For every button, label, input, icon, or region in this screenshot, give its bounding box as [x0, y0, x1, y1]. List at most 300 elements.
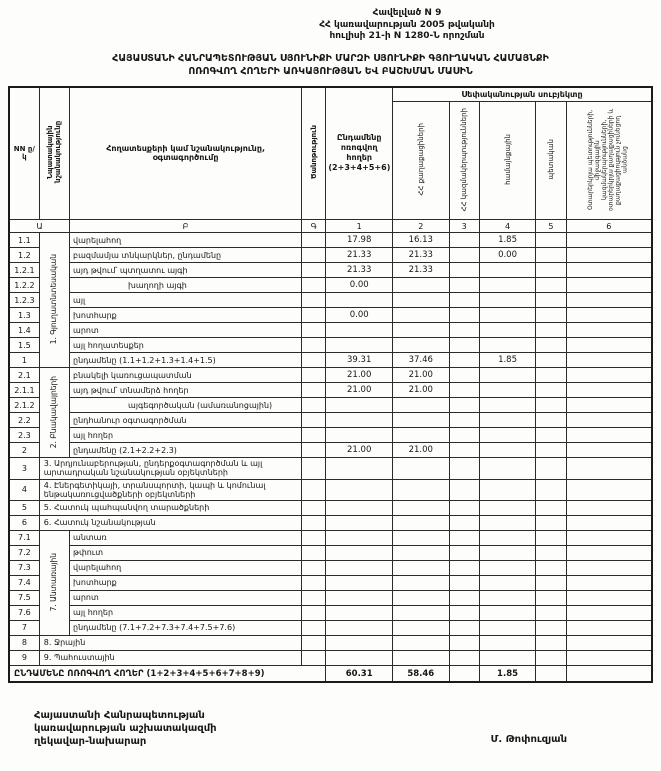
- row-num: 1.5: [9, 338, 39, 353]
- cell-community: [479, 368, 536, 383]
- cell-community: [479, 323, 536, 338]
- table-row: [9, 458, 652, 479]
- cell-citizens: [393, 500, 450, 515]
- cell-foreign: [566, 443, 652, 458]
- cell-citizens: [393, 575, 450, 590]
- cell-organizations: [449, 263, 479, 278]
- cell-note: [302, 248, 326, 263]
- cell-organizations: [449, 560, 479, 575]
- cell-community: [479, 575, 536, 590]
- cell-organizations: [449, 530, 479, 545]
- cell-note: [302, 368, 326, 383]
- cell-citizens: [393, 560, 450, 575]
- col-header-organizations: [449, 102, 479, 220]
- cell-foreign: [566, 575, 652, 590]
- col-number-6: 6: [566, 220, 652, 233]
- cell-total-irrigated: [326, 560, 393, 575]
- row-num: 7.1: [9, 530, 39, 545]
- cell-total-irrigated: [326, 500, 393, 515]
- cell-state: [536, 353, 566, 368]
- row-num: 6: [9, 515, 39, 530]
- cell-foreign: [566, 650, 652, 665]
- cell-foreign: [566, 605, 652, 620]
- category-label: [39, 233, 69, 368]
- cell-state: [536, 263, 566, 278]
- cell-foreign: [566, 479, 652, 500]
- cell-note: [302, 428, 326, 443]
- table-row: [9, 398, 652, 413]
- cell-organizations: [449, 515, 479, 530]
- cell-note: [302, 560, 326, 575]
- cell-organizations: [449, 428, 479, 443]
- row-label: այլ հողեր: [70, 428, 302, 443]
- cell-citizens: [393, 278, 450, 293]
- row-num: 1.4: [9, 323, 39, 338]
- signatory-name: Մ. Թոփուզյան: [490, 734, 567, 746]
- cell-note: [302, 590, 326, 605]
- row-num: 4: [9, 479, 39, 500]
- cell-state: [536, 665, 566, 682]
- row-label: 5. Հատուկ պահպանվող տարածքների: [39, 500, 301, 515]
- appendix-line-1: Հավելված N 9: [372, 8, 442, 18]
- cell-note: [302, 515, 326, 530]
- col-number-1: 1: [326, 220, 393, 233]
- cell-state: [536, 383, 566, 398]
- cell-foreign: [566, 500, 652, 515]
- col-header-state-label: պետական: [546, 139, 555, 180]
- cell-state: [536, 479, 566, 500]
- cell-community: 1.85: [479, 233, 536, 248]
- cell-citizens: 21.33: [393, 248, 450, 263]
- row-num: 2.1: [9, 368, 39, 383]
- row-label: այդ թվում՝ պտղատու այգի: [70, 263, 302, 278]
- row-label: վարելահող: [70, 560, 302, 575]
- cell-citizens: 16.13: [393, 233, 450, 248]
- cell-citizens: 21.00: [393, 443, 450, 458]
- cell-citizens: 21.00: [393, 383, 450, 398]
- col-header-total-irrigated: Ընդամենը ոռոգվող հողեր (2+3+4+5+6): [326, 87, 393, 220]
- row-label: ընդամենը (7.1+7.2+7.3+7.4+7.5+7.6): [70, 620, 302, 635]
- cell-note: [302, 278, 326, 293]
- table-row: [9, 545, 652, 560]
- cell-total-irrigated: [326, 590, 393, 605]
- table-row: [9, 338, 652, 353]
- cell-organizations: [449, 353, 479, 368]
- cell-total-irrigated: [326, 530, 393, 545]
- cell-foreign: [566, 353, 652, 368]
- row-num: 2.3: [9, 428, 39, 443]
- cell-foreign: [566, 263, 652, 278]
- cell-citizens: [393, 308, 450, 323]
- cell-community: [479, 650, 536, 665]
- table-row: [9, 560, 652, 575]
- row-label: թփուտ: [70, 545, 302, 560]
- row-num: 7.6: [9, 605, 39, 620]
- cell-total-irrigated: [326, 323, 393, 338]
- cell-state: [536, 650, 566, 665]
- row-num: 1: [9, 353, 39, 368]
- cell-note: [302, 500, 326, 515]
- row-label: վարելահող: [70, 233, 302, 248]
- appendix-line-3: հուլիսի 21-ի N 1280-Ն որոշման: [329, 31, 485, 42]
- cell-foreign: [566, 428, 652, 443]
- row-num: 2: [9, 443, 39, 458]
- cell-community: [479, 308, 536, 323]
- cell-total-irrigated: [326, 620, 393, 635]
- row-num: 5: [9, 500, 39, 515]
- cell-foreign: [566, 323, 652, 338]
- cell-state: [536, 308, 566, 323]
- cell-note: [302, 413, 326, 428]
- cell-state: [536, 620, 566, 635]
- cell-organizations: [449, 308, 479, 323]
- cell-organizations: [449, 233, 479, 248]
- row-num: 1.2.3: [9, 293, 39, 308]
- cell-citizens: 21.00: [393, 368, 450, 383]
- cell-community: [479, 383, 536, 398]
- cell-community: [479, 500, 536, 515]
- row-num: 1.2: [9, 248, 39, 263]
- row-num: 2.1.1: [9, 383, 39, 398]
- cell-community: [479, 278, 536, 293]
- cell-citizens: [393, 650, 450, 665]
- land-balance-table: [8, 86, 653, 684]
- cell-note: [302, 635, 326, 650]
- cell-total-irrigated: 21.00: [326, 383, 393, 398]
- cell-community: [479, 398, 536, 413]
- cell-community: [479, 338, 536, 353]
- cell-citizens: [393, 515, 450, 530]
- cell-foreign: [566, 368, 652, 383]
- row-label: խոտհարք: [70, 575, 302, 590]
- row-label: խաղողի այգի: [70, 278, 302, 293]
- col-header-citizens-label: ՀՀ քաղաքացիների: [416, 123, 425, 196]
- table-row: [9, 620, 652, 635]
- cell-total-irrigated: 39.31: [326, 353, 393, 368]
- row-label: 6. Հատուկ նշանակության: [39, 515, 301, 530]
- cell-total-irrigated: [326, 428, 393, 443]
- cell-citizens: [393, 293, 450, 308]
- cell-total-irrigated: 0.00: [326, 308, 393, 323]
- row-label: 8. Ջրային: [39, 635, 301, 650]
- cell-note: [302, 353, 326, 368]
- ownership-subject-header: Սեփականության սուբյեկտը: [393, 87, 653, 102]
- row-label: արոտ: [70, 590, 302, 605]
- cell-total-irrigated: [326, 413, 393, 428]
- cell-state: [536, 413, 566, 428]
- cell-community: 1.85: [479, 353, 536, 368]
- cell-state: [536, 515, 566, 530]
- cell-state: [536, 338, 566, 353]
- row-label: խոտհարք: [70, 308, 302, 323]
- row-num: 7.5: [9, 590, 39, 605]
- cell-organizations: [449, 413, 479, 428]
- header-row-top: [9, 87, 652, 102]
- cell-state: [536, 443, 566, 458]
- cell-total-irrigated: [326, 458, 393, 479]
- cell-organizations: [449, 635, 479, 650]
- cell-community: [479, 293, 536, 308]
- cell-total-irrigated: 0.00: [326, 278, 393, 293]
- col-letter-b: Բ: [70, 220, 302, 233]
- cell-organizations: [449, 338, 479, 353]
- col-header-purpose-label: Նպատակային նշանակությունը: [46, 121, 63, 184]
- col-number-3: 3: [449, 220, 479, 233]
- cell-note: [302, 479, 326, 500]
- header-row-letters: [9, 220, 652, 233]
- cell-organizations: [449, 650, 479, 665]
- cell-state: [536, 500, 566, 515]
- row-label: բազմամյա տնկարկներ, ընդամենը: [70, 248, 302, 263]
- page-title: [8, 52, 653, 79]
- cell-organizations: [449, 278, 479, 293]
- cell-foreign: [566, 635, 652, 650]
- cell-foreign: [566, 530, 652, 545]
- col-letter-a: Ա: [9, 220, 70, 233]
- cell-state: [536, 428, 566, 443]
- cell-citizens: [393, 605, 450, 620]
- cell-community: [479, 530, 536, 545]
- cell-total-irrigated: 21.00: [326, 368, 393, 383]
- cell-total-irrigated: 21.00: [326, 443, 393, 458]
- cell-community: [479, 560, 536, 575]
- cell-organizations: [449, 479, 479, 500]
- row-num: 1.1: [9, 233, 39, 248]
- row-num: 9: [9, 650, 39, 665]
- cell-community: [479, 428, 536, 443]
- table-row: [9, 293, 652, 308]
- table-row: [9, 308, 652, 323]
- table-row: [9, 323, 652, 338]
- cell-foreign: [566, 233, 652, 248]
- table-row: [9, 575, 652, 590]
- cell-state: [536, 605, 566, 620]
- cell-foreign: [566, 665, 652, 682]
- grand-total-row: [9, 665, 652, 682]
- cell-community: [479, 545, 536, 560]
- cell-note: [302, 233, 326, 248]
- cell-note: [302, 458, 326, 479]
- cell-foreign: [566, 620, 652, 635]
- cell-organizations: [449, 443, 479, 458]
- cell-total-irrigated: [326, 515, 393, 530]
- col-header-purpose: [39, 87, 69, 220]
- appendix-reference: [257, 8, 557, 43]
- cell-organizations: [449, 545, 479, 560]
- row-num: 1.2.1: [9, 263, 39, 278]
- cell-citizens: [393, 530, 450, 545]
- cell-total-irrigated: [326, 545, 393, 560]
- cell-community: [479, 635, 536, 650]
- table-row: [9, 530, 652, 545]
- page-title-line-2: ՈՌՈԳՎՈՂ ՀՈՂԵՐԻ ԱՌԿԱՅՈՒԹՅԱՆ ԵՎ ԲԱՇԽՄԱՆ ՄԱՍԻՆ: [188, 66, 473, 78]
- col-number-2: 2: [393, 220, 450, 233]
- col-header-num: [9, 87, 39, 220]
- table-row: [9, 515, 652, 530]
- cell-note: [302, 575, 326, 590]
- cell-state: [536, 368, 566, 383]
- col-header-community: [479, 102, 536, 220]
- row-label: այլ հողատեսքեր: [70, 338, 302, 353]
- table-row: [9, 605, 652, 620]
- cell-citizens: 37.46: [393, 353, 450, 368]
- cell-organizations: [449, 293, 479, 308]
- cell-state: [536, 590, 566, 605]
- cell-state: [536, 323, 566, 338]
- cell-state: [536, 575, 566, 590]
- cell-total-irrigated: [326, 398, 393, 413]
- cell-citizens: [393, 635, 450, 650]
- cell-foreign: [566, 278, 652, 293]
- cell-note: [302, 308, 326, 323]
- org-line-2: կառավարության աշխատակազմի: [34, 723, 217, 735]
- cell-note: [302, 323, 326, 338]
- table-row: [9, 635, 652, 650]
- row-label: ընդամենը (2.1+2.2+2.3): [70, 443, 302, 458]
- appendix-line-2: ՀՀ կառավարության 2005 թվականի: [319, 19, 495, 30]
- table-row: [9, 248, 652, 263]
- row-label: արոտ: [70, 323, 302, 338]
- cell-total-irrigated: [326, 293, 393, 308]
- cell-organizations: [449, 575, 479, 590]
- cell-foreign: [566, 338, 652, 353]
- cell-foreign: [566, 383, 652, 398]
- row-label: ընդհանուր օգտագործման: [70, 413, 302, 428]
- category-label-text: 7. Անտառային: [49, 552, 59, 612]
- cell-foreign: [566, 248, 652, 263]
- col-header-note: [302, 87, 326, 220]
- cell-note: [302, 620, 326, 635]
- row-label: 3. Արդյունաբերության, ընդերքօգտագործման և այլ արտադրական նշանակության օբյեկտների: [39, 458, 301, 479]
- cell-total-irrigated: 60.31: [326, 665, 393, 682]
- cell-community: [479, 620, 536, 635]
- row-num: 7.2: [9, 545, 39, 560]
- row-num: 1.3: [9, 308, 39, 323]
- cell-citizens: [393, 413, 450, 428]
- col-header-community-label: համայնքային: [503, 134, 512, 186]
- table-row: [9, 233, 652, 248]
- row-label: անտառ: [70, 530, 302, 545]
- cell-state: [536, 458, 566, 479]
- cell-community: [479, 515, 536, 530]
- cell-state: [536, 530, 566, 545]
- row-num: 2.2: [9, 413, 39, 428]
- table-row: [9, 263, 652, 278]
- cell-foreign: [566, 515, 652, 530]
- cell-total-irrigated: 21.33: [326, 263, 393, 278]
- table-row: [9, 500, 652, 515]
- cell-total-irrigated: [326, 635, 393, 650]
- table-row: [9, 278, 652, 293]
- cell-total-irrigated: 17.98: [326, 233, 393, 248]
- cell-community: [479, 590, 536, 605]
- cell-state: [536, 233, 566, 248]
- cell-citizens: [393, 479, 450, 500]
- col-header-foreign: [566, 102, 652, 220]
- signing-organization: [34, 709, 217, 748]
- cell-organizations: [449, 248, 479, 263]
- grand-total-label: ԸՆԴԱՄԵՆԸ ՈՌՈԳՎՈՂ ՀՈՂԵՐ (1+2+3+4+5+6+7+8+9): [9, 665, 326, 682]
- cell-foreign: [566, 458, 652, 479]
- col-header-state: [536, 102, 566, 220]
- row-label: այդ թվում՝ տնամերձ հողեր: [70, 383, 302, 398]
- row-num: 7.3: [9, 560, 39, 575]
- cell-state: [536, 635, 566, 650]
- col-header-num-label: NN ը/կ: [13, 145, 35, 162]
- cell-community: [479, 458, 536, 479]
- row-num: 3: [9, 458, 39, 479]
- table-body: [9, 233, 652, 683]
- table-row: [9, 413, 652, 428]
- cell-foreign: [566, 560, 652, 575]
- cell-state: [536, 398, 566, 413]
- table-row: [9, 353, 652, 368]
- cell-community: [479, 605, 536, 620]
- cell-community: [479, 413, 536, 428]
- cell-community: [479, 263, 536, 278]
- row-label: այլ: [70, 293, 302, 308]
- col-letter-g: Գ: [302, 220, 326, 233]
- org-line-3: ղեկավար-նախարար: [34, 736, 147, 748]
- row-label: այլ հողեր: [70, 605, 302, 620]
- cell-total-irrigated: 21.33: [326, 248, 393, 263]
- col-header-note-label: Ծանոթություն: [309, 125, 318, 180]
- cell-foreign: [566, 398, 652, 413]
- cell-total-irrigated: [326, 575, 393, 590]
- cell-organizations: [449, 383, 479, 398]
- cell-note: [302, 530, 326, 545]
- table-row: [9, 383, 652, 398]
- table-row: [9, 368, 652, 383]
- cell-note: [302, 293, 326, 308]
- table-row: [9, 428, 652, 443]
- footer: [8, 709, 653, 748]
- cell-organizations: [449, 605, 479, 620]
- cell-note: [302, 398, 326, 413]
- cell-citizens: [393, 458, 450, 479]
- cell-foreign: [566, 590, 652, 605]
- cell-organizations: [449, 458, 479, 479]
- cell-citizens: [393, 590, 450, 605]
- cell-organizations: [449, 323, 479, 338]
- row-label: 4. Էներգետիկայի, տրանսպորտի, կապի և կոմունալ ենթակառուցվածքների օբյեկտների: [39, 479, 301, 500]
- cell-organizations: [449, 500, 479, 515]
- row-label: ընդամենը (1.1+1.2+1.3+1.4+1.5): [70, 353, 302, 368]
- cell-total-irrigated: [326, 650, 393, 665]
- cell-foreign: [566, 293, 652, 308]
- col-number-4: 4: [479, 220, 536, 233]
- cell-citizens: [393, 398, 450, 413]
- cell-foreign: [566, 545, 652, 560]
- cell-note: [302, 443, 326, 458]
- row-num: 7.4: [9, 575, 39, 590]
- cell-citizens: [393, 620, 450, 635]
- category-label-text: 1. Գյուղատնտեսական: [49, 254, 59, 345]
- category-label-text: 2. Բնակավայրերի: [49, 375, 59, 448]
- cell-citizens: 21.33: [393, 263, 450, 278]
- table-row: [9, 443, 652, 458]
- row-label: այգեգործական (ամառանոցային): [70, 398, 302, 413]
- cell-citizens: [393, 323, 450, 338]
- cell-community: [479, 479, 536, 500]
- cell-organizations: [449, 590, 479, 605]
- row-label: 9. Պահուստային: [39, 650, 301, 665]
- table-row: [9, 650, 652, 665]
- cell-community: 0.00: [479, 248, 536, 263]
- col-header-citizens: [393, 102, 450, 220]
- cell-note: [302, 383, 326, 398]
- cell-note: [302, 605, 326, 620]
